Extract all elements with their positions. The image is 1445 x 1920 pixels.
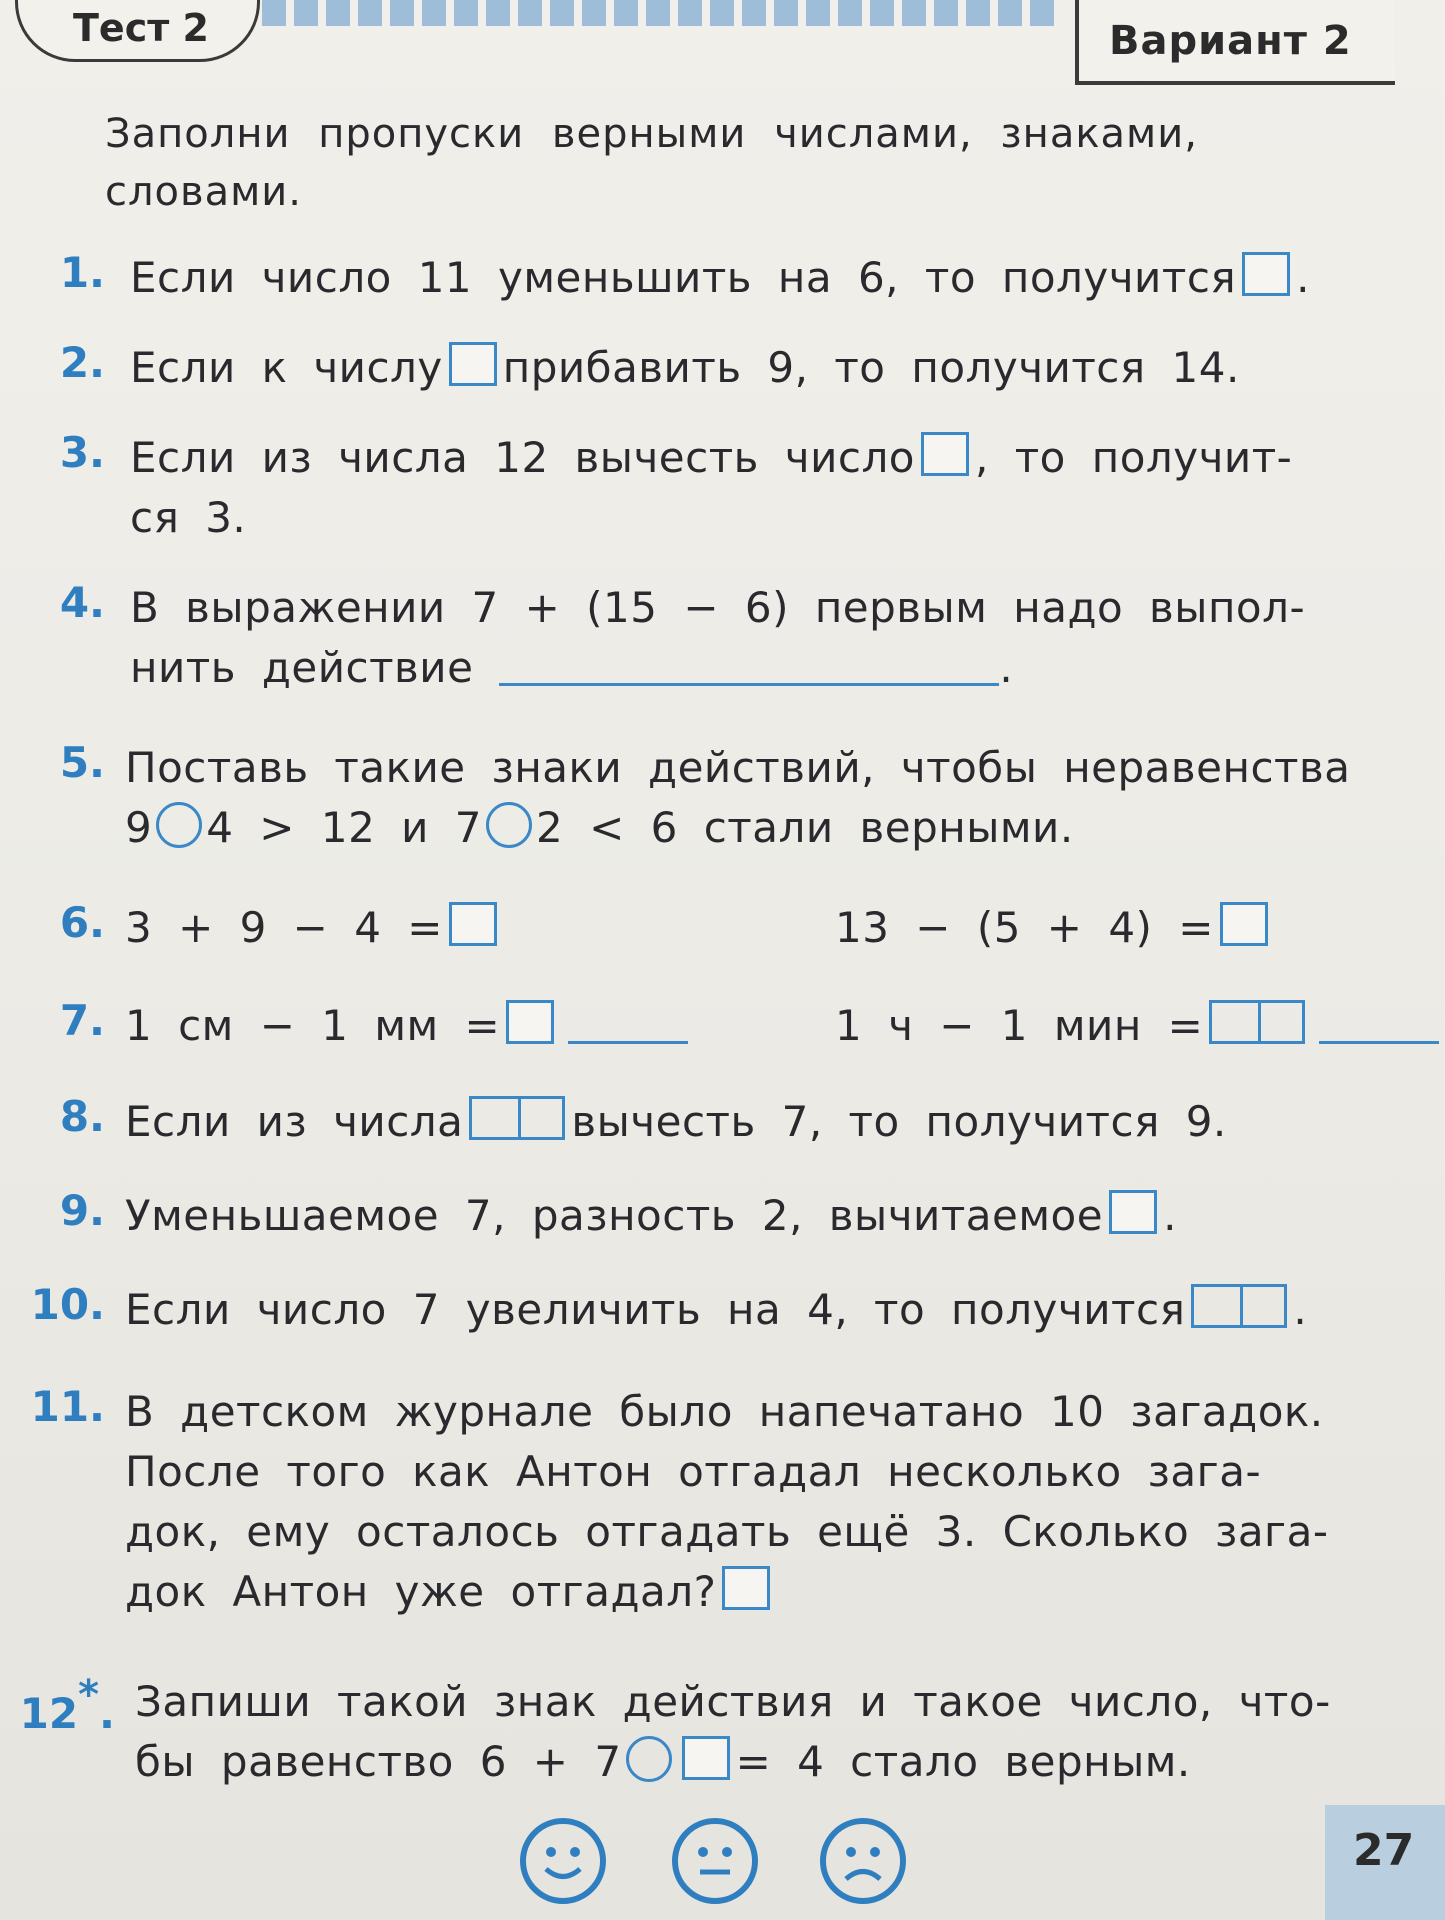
task-4 <box>130 578 1305 698</box>
happy-face-icon[interactable] <box>520 1818 606 1904</box>
answer-box-7b[interactable] <box>1209 1000 1305 1044</box>
task-6-right <box>835 898 1274 958</box>
task-7-left-expression: 1 см − 1 мм = <box>125 1001 501 1050</box>
task-12-line-2a: бы равенство 6 + 7 <box>135 1737 622 1786</box>
task-6-right-expression: 13 − (5 + 4) = <box>835 903 1214 952</box>
answer-unit-blank-7a[interactable] <box>568 1004 688 1044</box>
answer-box-6b[interactable] <box>1220 902 1268 946</box>
task-1-text: Если число 11 уменьшить на 6, то получится <box>130 253 1237 302</box>
task-2 <box>130 338 1240 398</box>
task-12-number <box>5 1672 115 1738</box>
task-5-text-c: 4 > 12 и 7 <box>206 803 483 852</box>
answer-blank-4[interactable] <box>499 642 999 686</box>
task-3 <box>130 428 1292 548</box>
task-12-line-1: Запиши такой знак действия и такое число, что- <box>135 1677 1331 1726</box>
task-4-text-a: В выражении 7 + (15 − 6) первым надо выпол- <box>130 583 1306 632</box>
task-11-line-4: док Антон уже отгадал? <box>125 1567 717 1616</box>
instructions <box>105 105 1395 221</box>
answer-circle-12[interactable] <box>626 1736 672 1782</box>
answer-box-1[interactable] <box>1242 252 1290 296</box>
task-12-number-text: 12 <box>19 1689 79 1738</box>
task-11 <box>125 1382 1329 1622</box>
task-5-text-d: 2 < 6 стали верными. <box>536 803 1074 852</box>
answer-box-10[interactable] <box>1191 1284 1287 1328</box>
task-2-number: 2. <box>59 338 105 387</box>
sad-face-icon[interactable] <box>820 1818 906 1904</box>
task-3-text-a: Если из числа 12 вычесть число <box>130 433 916 482</box>
task-9-period: . <box>1163 1191 1177 1240</box>
task-7-right <box>835 996 1439 1056</box>
answer-box-6a[interactable] <box>449 902 497 946</box>
instructions-line-2: словами. <box>105 169 303 215</box>
task-10-text: Если число 7 увеличить на 4, то получится <box>125 1285 1186 1334</box>
task-11-line-1: В детском журнале было напечатано 10 загадок. <box>125 1387 1324 1436</box>
task-10-number: 10. <box>30 1280 105 1329</box>
answer-unit-blank-7b[interactable] <box>1319 1004 1439 1044</box>
task-8 <box>125 1092 1227 1152</box>
instructions-line-1: Заполни пропуски верными числами, знаками, <box>105 111 1198 157</box>
task-4-number: 4. <box>59 578 105 627</box>
task-7-left <box>125 996 688 1056</box>
task-12-dot: . <box>99 1689 115 1738</box>
task-10-period: . <box>1293 1285 1308 1334</box>
task-3-text-c: ся 3. <box>130 493 247 542</box>
task-3-text-b: , то получит- <box>975 433 1293 482</box>
neutral-face-icon[interactable] <box>672 1818 758 1904</box>
task-5-text-b: 9 <box>125 803 153 852</box>
task-3-number: 3. <box>59 428 105 477</box>
answer-box-11[interactable] <box>722 1566 770 1610</box>
task-6-left <box>125 898 503 958</box>
answer-circle-5b[interactable] <box>486 802 532 848</box>
task-11-line-2: После того как Антон отгадал несколько зага- <box>125 1447 1262 1496</box>
task-4-period: . <box>999 643 1014 692</box>
page-number: 27 <box>1325 1805 1445 1920</box>
task-8-text-a: Если из числа <box>125 1097 464 1146</box>
task-9-number: 9. <box>59 1186 105 1235</box>
task-12 <box>135 1672 1331 1792</box>
task-2-text-a: Если к числу <box>130 343 443 392</box>
variant-label: Вариант 2 <box>1075 0 1395 85</box>
task-7-right-expression: 1 ч − 1 мин = <box>835 1001 1204 1050</box>
task-5 <box>125 738 1351 858</box>
answer-box-8[interactable] <box>469 1096 565 1140</box>
task-1-period: . <box>1296 253 1311 302</box>
answer-box-12[interactable] <box>682 1736 730 1780</box>
task-8-text-b: вычесть 7, то получится 9. <box>571 1097 1227 1146</box>
task-5-text-a: Поставь такие знаки действий, чтобы неравенства <box>125 743 1351 792</box>
task-11-number: 11. <box>30 1382 105 1431</box>
task-7-number: 7. <box>59 996 105 1045</box>
task-12-line-2b: = 4 стало верным. <box>735 1737 1191 1786</box>
task-9-text: Уменьшаемое 7, разность 2, вычитаемое <box>125 1191 1104 1240</box>
task-9 <box>125 1186 1177 1246</box>
test-label: Тест 2 <box>15 0 260 62</box>
answer-box-9[interactable] <box>1109 1190 1157 1234</box>
task-6-left-expression: 3 + 9 − 4 = <box>125 903 443 952</box>
task-11-line-3: док, ему осталось отгадать ещё 3. Сколько зага- <box>125 1507 1329 1556</box>
answer-box-7a[interactable] <box>506 1000 554 1044</box>
answer-circle-5a[interactable] <box>156 802 202 848</box>
task-4-text-b: нить действие <box>130 643 474 692</box>
asterisk-icon: * <box>78 1672 100 1718</box>
decorative-strip <box>230 0 1060 26</box>
task-10 <box>125 1280 1307 1340</box>
task-1 <box>130 248 1310 308</box>
task-8-number: 8. <box>59 1092 105 1141</box>
task-1-number: 1. <box>59 248 105 297</box>
task-2-text-b: прибавить 9, то получится 14. <box>502 343 1240 392</box>
task-6-number: 6. <box>59 898 105 947</box>
answer-box-3[interactable] <box>921 432 969 476</box>
task-5-number: 5. <box>59 738 105 787</box>
answer-box-2[interactable] <box>449 342 497 386</box>
